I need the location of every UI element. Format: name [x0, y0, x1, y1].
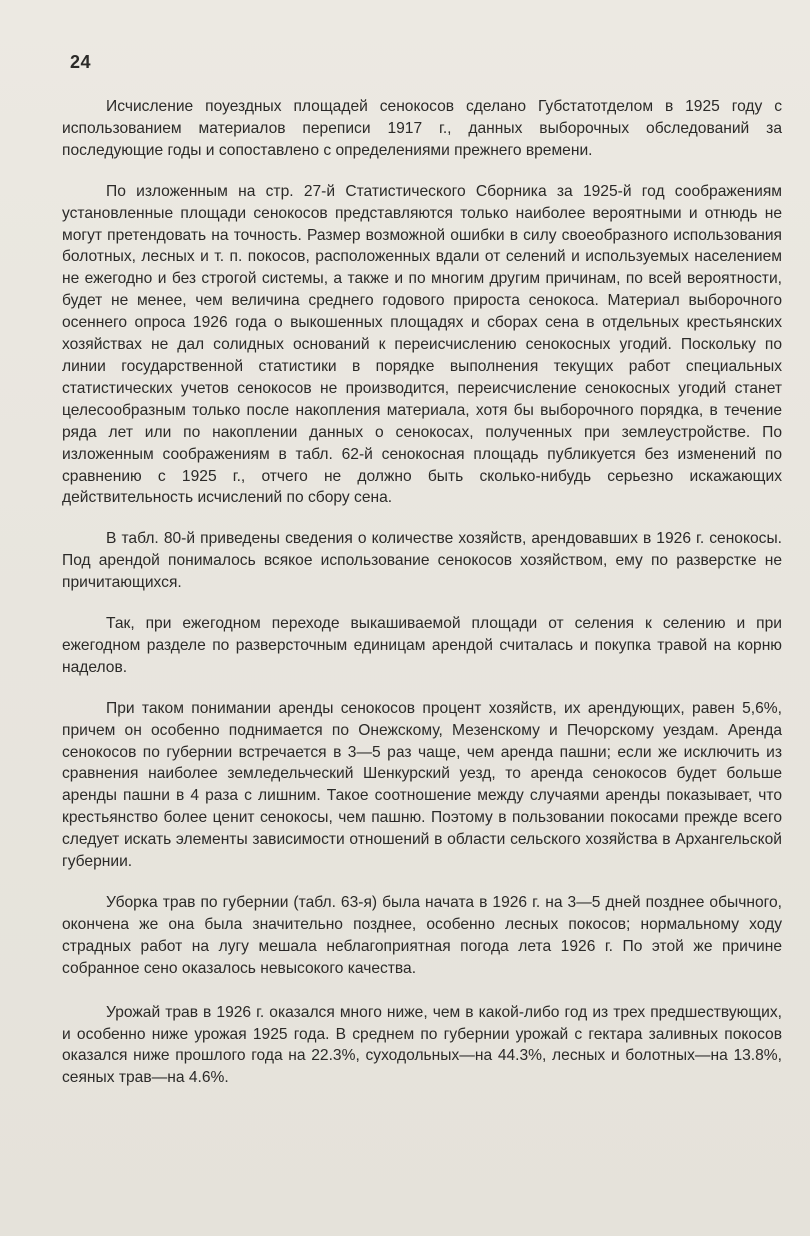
paragraph: По изложенным на стр. 27-й Статистического Сборника за 1925-й год соображениям установленные площади сенокосов представляются только наиболее вероятными и отнюдь не могут претендовать на точность. Размер возможной ошибки в силу своеобразного использования болотных, лесных и т. п. покосов, расположенных вдали от селений и используемых населением не ежегодно и без строгой системы, а также и по многим другим причинам, по всей вероятности, будет не менее, чем величина среднего годового прироста сенокоса. Материал выборочного осеннего опроса 1926 года о выкошенных площадях и сборах сена в отдельных крестьянских хозяйствах не дал солидных оснований к переисчислению сенокосных угодий. Поскольку по линии государственной статистики в порядке выполнения текущих работ специальных статистических учетов сенокосов не производится, переисчисление сенокосных угодий станет целесообразным только после накопления материала, хотя бы выборочного порядка, в течение ряда лет или по накоплении данных о сенокосах, полученных при землеустройстве. По изложенным соображениям в табл. 62-й сенокосная площадь публикуется без изменений по сравнению с 1925 г., отчего не должно быть сколько-нибудь серьезно искажающих действительность исчислений по сбору сена.: [62, 182, 782, 507]
body-text: [62, 96, 782, 1108]
paragraph: Уборка трав по губернии (табл. 63-я) была начата в 1926 г. на 3—5 дней позднее обычного, окончена же она была значительно позднее, особенно лесных покосов; нормальному ходу страдных работ на лугу мешала неблагоприятная погода лета 1926 г. По этой же причине собранное сено оказалось невысокого качества.: [62, 894, 782, 977]
paragraph: Урожай трав в 1926 г. оказался много ниже, чем в какой-либо год из трех предшествующих, и особенно ниже урожая 1925 года. В среднем по губернии урожай с гектара заливных покосов оказался ниже прошлого года на 22.3%, суходольных—на 44.3%, лесных и болотных—на 13.8%, сеяных трав—на 4.6%.: [62, 1003, 782, 1087]
paragraph: Так, при ежегодном переходе выкашиваемой площади от селения к селению и при ежегодном разделе по разверсточным единицам арендой считалась и покупка травой на корню наделов.: [62, 615, 782, 676]
paragraph: При таком понимании аренды сенокосов процент хозяйств, их арендующих, равен 5,6%, причем он особенно поднимается по Онежскому, Мезенскому и Печорскому уездам. Аренда сенокосов по губернии встречается в 3—5 раз чаще, чем аренда пашни; если же исключить из сравнения наиболее земледельческий Шенкурский уезд, то аренда сенокосов будет больше аренды пашни в 4 раза с лишним. Такое соотношение между случаями аренды показывает, что крестьянство более ценит сенокосы, чем пашню. Поэтому в пользовании покосами прежде всего следует искать элементы зависимости отношений в области сельского хозяйства в Архангельской губернии.: [62, 699, 782, 871]
paragraph: Исчисление поуездных площадей сенокосов сделано Губстатотделом в 1925 году с использованием материалов переписи 1917 г., данных выборочных обследований за последующие годы и сопоставлено с определениями прежнего времени.: [62, 98, 782, 159]
paragraph: В табл. 80-й приведены сведения о количестве хозяйств, арендовавших в 1926 г. сенокосы. Под арендой понималось всякое использование сенокосов хозяйством, ему по разверстке не причитающихся.: [62, 530, 782, 592]
page-number: 24: [70, 52, 92, 72]
